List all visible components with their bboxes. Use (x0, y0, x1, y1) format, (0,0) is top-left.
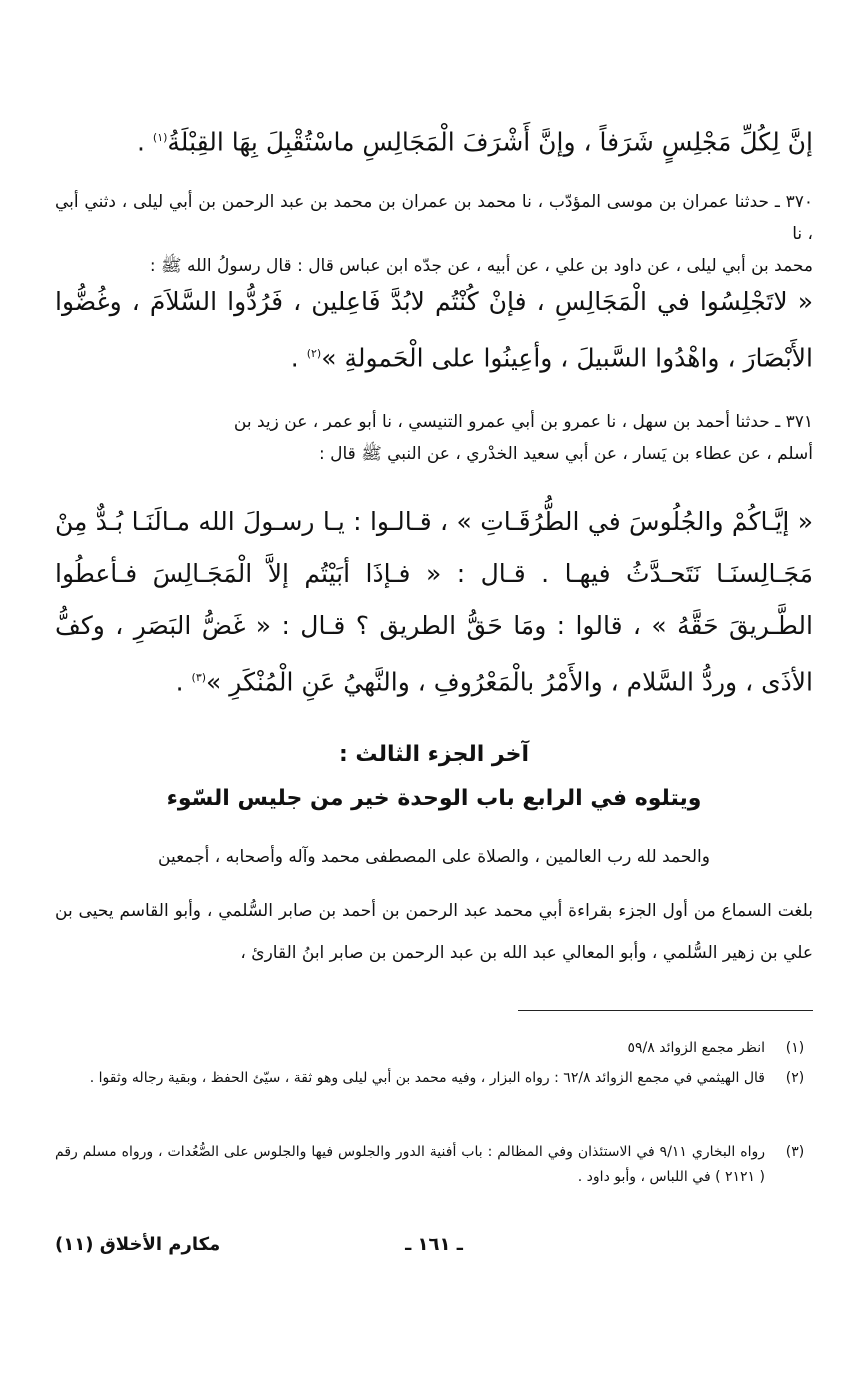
footnote-ref-1: (١) (152, 131, 168, 144)
footnote-divider (518, 1010, 813, 1011)
footnote-3-number: (٣) (785, 1144, 805, 1160)
book-title: مكارم الأخلاق (١١) (55, 1234, 221, 1255)
hadith-371-matn (55, 496, 813, 708)
footnote-1-number: (١) (785, 1040, 805, 1056)
hadith-370-text: « لاتَجْلِسُوا في الْمَجَالِسِ ، فإنْ كُنْتُم لابُدَّ فَاعِلين ، فَرُدُّوا السَّلاَمَ ، وغُضُّوا الأَبْصَارَ ، واهْدُوا السَّبيلَ ، وأعِينُوا على الْحَمولةِ » (55, 287, 813, 373)
next-part-heading: ويتلوه في الرابع باب الوحدة خير من جليس السّوء (166, 786, 702, 811)
hadith-371-text: « إيَّـاكُمْ والجُلُوسَ في الطُّرُقَـاتِ » ، قـالـوا : يـا رسـولَ الله مـالَنَـا بُـدٌّ مِنْ مَجَـالِسنَـا نَتَحـدَّثُ فيهـا . قـال : « فـإذَا أبَيْتُم إلاَّ الْمَجَـالِسَ فـأعطُوا الطَّـريقَ حَقَّهُ » ، قالوا : ومَا حَقُّ الطريق ؟ قـال : « غَضُّ البَصَرِ ، وكفُّ الأذَى ، وردُّ السَّلام ، والأَمْرُ بالْمَعْرُوفِ ، والنَّهيُ عَنِ الْمُنْكَرِ » (55, 507, 813, 697)
opening-line (55, 112, 813, 168)
opening-text: إنَّ لِكُلِّ مَجْلِسٍ شَرَفاً ، وإنَّ أَشْرَفَ الْمَجَالِسِ ماسْتُقْبِلَ بِهَا القِبْلَةُ (167, 127, 813, 157)
footnote-ref-2: (٢) (306, 347, 322, 360)
opening-end: . (136, 127, 153, 157)
hadith-371-isnad-line2: أسلم ، عن عطاء بن يَسار ، عن أبي سعيد الخدْري ، عن النبي ﷺ قال : (319, 444, 813, 464)
page-number: ـ ١٦١ ـ (405, 1234, 463, 1255)
footnote-3-text: رواه البخاري ٩/١١ في الاستئذان وفي المظالم : باب أفنية الدور والجلوس فيها والجلوس على الصُّعُدات ، ورواه مسلم رقم ( ٢١٢١ ) في اللباس ، وأبو داود . (55, 1144, 765, 1185)
footnote-ref-3: (٣) (191, 671, 207, 684)
footnote-3 (55, 1140, 813, 1190)
hadith-371-isnad-line1: ٣٧١ ـ حدثنا أحمد بن سهل ، نا عمرو بن أبي عمرو التنيسي ، نا أبو عمر ، عن زيد بن (233, 412, 813, 432)
footnote-1 (55, 1036, 813, 1061)
hadith-370-matn (55, 276, 813, 384)
footnote-1-text: انظر مجمع الزوائد ٥٩/٨ (627, 1040, 765, 1056)
footnote-2-text: قال الهيثمي في مجمع الزوائد ٦٢/٨ : رواه البزار ، وفيه محمد بن أبي ليلى وهو ثقة ، سيّئ الحفظ ، وبقية رجاله وثقوا . (89, 1070, 765, 1086)
hadith-371-end: . (175, 667, 192, 697)
footnote-2 (55, 1066, 813, 1091)
hadith-371-isnad (55, 406, 813, 470)
section-end-heading: آخر الجزء الثالث : (338, 742, 530, 767)
hadith-370-isnad (55, 186, 813, 282)
footnote-2-number: (٢) (785, 1070, 805, 1086)
sama-note: بلغت السماع من أول الجزء بقراءة أبي محمد عبد الرحمن بن أحمد بن صابر السُّلمي ، وأبو القاسم يحيى بن علي بن زهير السُّلمي ، وأبو المعالي عبد الله بن عبد الرحمن بن صابر ابنُ القارئ ، (55, 901, 813, 963)
hadith-370-isnad-line2: محمد بن أبي ليلى ، عن داود بن علي ، عن أبيه ، عن جدّه ابن عباس قال : قال رسولُ الله ﷺ : (149, 256, 813, 276)
praise-line: والحمد لله رب العالمين ، والصلاة على المصطفى محمد وآله وأصحابه ، أجمعين (158, 847, 710, 867)
hadith-370-end: . (290, 343, 307, 373)
hadith-370-isnad-line1: ٣٧٠ ـ حدثنا عمران بن موسى المؤدّب ، نا محمد بن عمران بن محمد بن عبد الرحمن بن أبي ليلى ، دثني أبي ، نا (55, 192, 813, 244)
